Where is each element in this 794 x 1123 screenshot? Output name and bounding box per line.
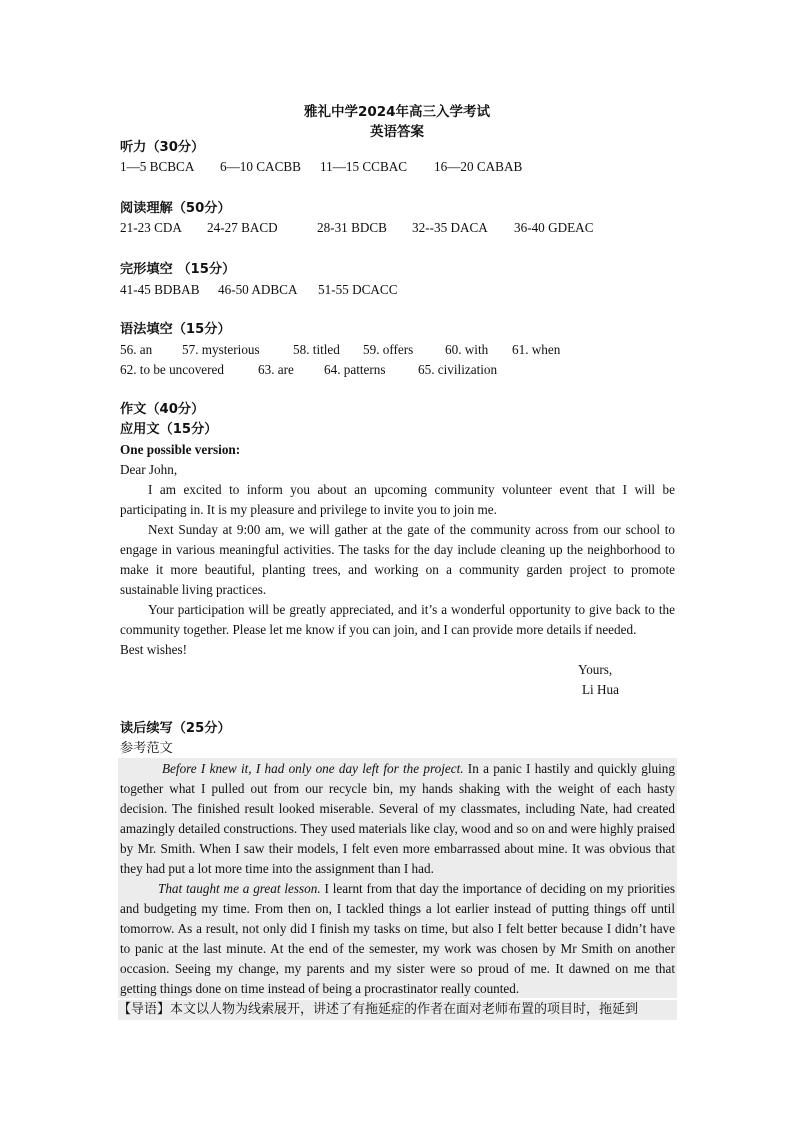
essay-paragraph-text: I learnt from that day the importance of deciding on my priorities and budgeting my time. From then on, I tackled things a lot earlier instead of putting things off until tomorrow. As a result, not only did I finish my tasks on time, but also I felt better because I didn’t have to panic at the last minute. At the end of the semester, my work was chosen by Mr Smith on another occasion. Seeing my change, my parents and my sister were so proud of me. It dawned on me that getting things done on time instead of being a procrastinator really counted. [120, 881, 675, 996]
reading-answer: 28-31 BDCB [317, 220, 387, 235]
sample-essay [120, 759, 675, 999]
grammar-answer: 59. offers [363, 342, 414, 357]
letter-signature: Li Hua [582, 682, 619, 697]
version-label: One possible version: [120, 442, 241, 457]
grammar-answer: 56. an [120, 342, 153, 357]
essay-paragraph-1 [120, 759, 675, 879]
essay-lead-sentence: Before I knew it, I had only one day left for the project. [162, 761, 464, 776]
letter-paragraph: Next Sunday at 9:00 am, we will gather at the gate of the community across from our school to engage in various meaningful activities. The tasks for the day include cleaning up the neighborhood to make it more beautiful, planting trees, and working on a community garden project to promote sustainable living practices. [120, 522, 675, 597]
exam-title: 雅礼中学2024年高三入学考试 [303, 104, 491, 120]
listening-answer: 1—5 BCBCA [120, 159, 195, 174]
essay-paragraph-text: In a panic I hastily and quickly gluing together what I pulled out from our recycle bin, my hands shaking with the weight of each hasty decision. The finished result looked miserable. Several of my classmates, including Nate, had created amazingly detailed constructions. They used materials like clay, wood and so on and were highly praised by Mr. Smith. When I saw their models, I felt even more embarrassed about mine. It was obvious that they had put a lot more time into the assignment than I had. [120, 761, 675, 876]
letter-body [120, 480, 675, 640]
grammar-answer: 60. with [445, 342, 489, 357]
listening-answer: 16—20 CABAB [434, 159, 523, 174]
grammar-answer: 57. mysterious [182, 342, 260, 357]
grammar-answer: 63. are [258, 362, 294, 377]
grammar-answer: 65. civilization [418, 362, 498, 377]
reading-heading: 阅读理解（50分） [120, 201, 231, 216]
reading-answer: 32--35 DACA [412, 220, 488, 235]
reading-answer: 21-23 CDA [120, 220, 182, 235]
sample-essay-label: 参考范文 [120, 741, 173, 756]
grammar-heading: 语法填空（15分） [120, 322, 231, 337]
cloze-answer: 51-55 DCACC [318, 282, 398, 297]
cloze-answer: 46-50 ADBCA [218, 282, 298, 297]
letter-salutation: Dear John, [120, 462, 178, 477]
writing-heading: 作文（40分） [120, 402, 205, 417]
listening-answer: 6—10 CACBB [220, 159, 301, 174]
grammar-answer: 58. titled [293, 342, 340, 357]
grammar-answer: 61. when [512, 342, 561, 357]
cloze-heading: 完形填空 （15分） [120, 262, 236, 277]
letter-closing-wishes: Best wishes! [120, 642, 188, 657]
letter-sign-off: Yours, [578, 662, 613, 677]
listening-answer: 11—15 CCBAC [320, 159, 408, 174]
essay-lead-sentence: That taught me a great lesson. [158, 881, 321, 896]
reading-answer: 36-40 GDEAC [514, 220, 594, 235]
grammar-answer: 62. to be uncovered [120, 362, 224, 377]
cloze-answer: 41-45 BDBAB [120, 282, 200, 297]
exam-subtitle: 英语答案 [370, 124, 424, 140]
continuation-heading: 读后续写（25分） [120, 721, 231, 736]
essay-paragraph-2 [120, 879, 675, 999]
listening-heading: 听力（30分） [120, 140, 205, 155]
letter-paragraph: I am excited to inform you about an upcoming community volunteer event that I will be participating in. It is my pleasure and privilege to invite you to join me. [120, 482, 675, 517]
grammar-answer: 64. patterns [324, 362, 386, 377]
letter-paragraph: Your participation will be greatly appreciated, and it’s a wonderful opportunity to give back to the community together. Please let me know if you can join, and I can provide more details if needed. [120, 602, 675, 637]
practical-writing-heading: 应用文（15分） [120, 422, 218, 437]
guide-note: 【导语】本文以人物为线索展开，讲述了有拖延症的作者在面对老师布置的项目时，拖延到 [118, 1000, 677, 1020]
reading-answer: 24-27 BACD [207, 220, 278, 235]
